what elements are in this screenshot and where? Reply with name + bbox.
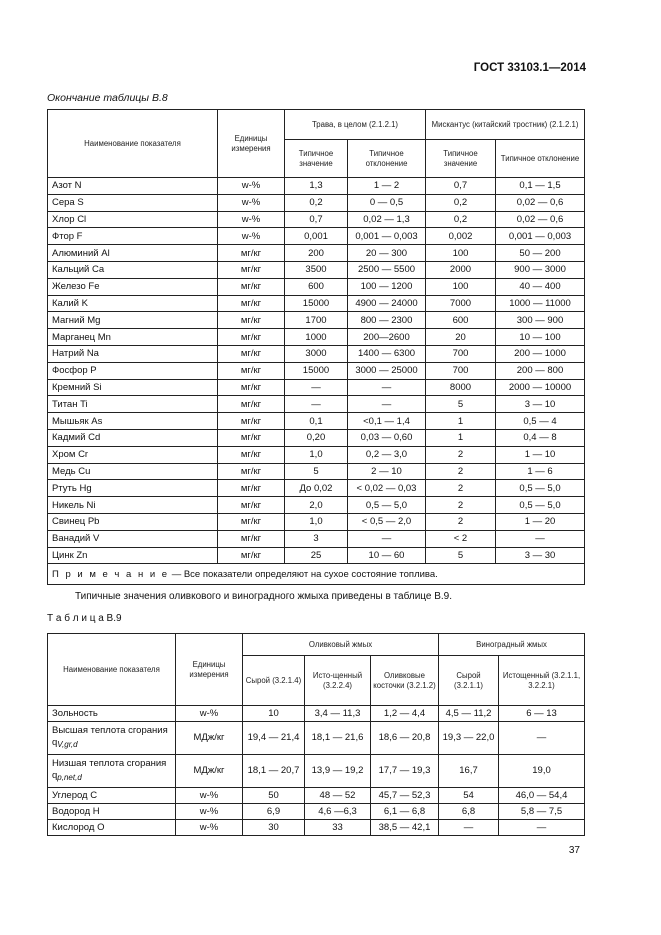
row-name: Мышьяк As — [48, 413, 218, 430]
table-cell: 0,2 — 3,0 — [348, 446, 426, 463]
table-cell: 0,03 — 0,60 — [348, 429, 426, 446]
row-name: Никель Ni — [48, 497, 218, 514]
row-name — [48, 755, 176, 788]
table-cell: 900 — 3000 — [496, 261, 585, 278]
table-cell: 1 — 20 — [496, 513, 585, 530]
table-cell: 8000 — [426, 379, 496, 396]
table-cell: 200 — 800 — [496, 362, 585, 379]
paragraph: Типичные значения оливкового и виноградного жмыха приведены в таблице В.9. — [75, 591, 453, 602]
table-cell: мг/кг — [218, 513, 285, 530]
row-name: Фтор F — [48, 228, 218, 245]
table-cell: 5 — [426, 547, 496, 564]
row-name: Железо Fe — [48, 278, 218, 295]
table-cell: 1700 — [285, 312, 348, 329]
table-cell: 6,1 — 6,8 — [371, 804, 439, 820]
table-row — [48, 194, 585, 211]
table-cell: 3000 — [285, 345, 348, 362]
standard-number: ГОСТ 33103.1—2014 — [473, 62, 586, 74]
table-cell: 46,0 — 54,4 — [499, 788, 585, 804]
header-typical-deviation: Типичное отклонение — [496, 140, 585, 178]
page-number: 37 — [568, 845, 580, 856]
row-name-text: Зольность — [52, 707, 98, 719]
table-cell: 48 — 52 — [305, 788, 371, 804]
header-olive-exhausted: Исто-щенный (3.2.2.4) — [305, 656, 371, 706]
table-cell: < 2 — [426, 530, 496, 547]
unit-cell: МДж/кг — [176, 755, 243, 788]
table-cell: мг/кг — [218, 396, 285, 413]
table-cell: 0,5 — 5,0 — [496, 497, 585, 514]
table-cell: 1 — 10 — [496, 446, 585, 463]
row-name: Алюминий Al — [48, 245, 218, 262]
row-name-text: Кислород O — [52, 821, 105, 833]
table-cell: 100 — 1200 — [348, 278, 426, 295]
header-miscanthus: Мискантус (китайский тростник) (2.1.2.1) — [426, 110, 585, 140]
table-cell: 0,4 — 8 — [496, 429, 585, 446]
table-cell: 0,001 — [285, 228, 348, 245]
header-units: Единицы измерения — [176, 634, 243, 706]
table-cell: 1,0 — [285, 513, 348, 530]
table-row — [48, 211, 585, 228]
header-olive-raw: Сырой (3.2.1.4) — [243, 656, 305, 706]
table-b9 — [47, 633, 585, 836]
table-cell: 1400 — 6300 — [348, 345, 426, 362]
table-cell: 0,5 — 4 — [496, 413, 585, 430]
table-cell: 10 — 60 — [348, 547, 426, 564]
table-b8 — [47, 109, 585, 585]
table-cell: 2000 — 10000 — [496, 379, 585, 396]
table-cell: 0,5 — 5,0 — [348, 497, 426, 514]
table-cell: w-% — [218, 194, 285, 211]
table-cell: мг/кг — [218, 362, 285, 379]
table-cell: 2500 — 5500 — [348, 261, 426, 278]
table-cell: 2000 — [426, 261, 496, 278]
table-cell: 1000 — 11000 — [496, 295, 585, 312]
table-cell: 1 — 6 — [496, 463, 585, 480]
table-cell: 700 — [426, 345, 496, 362]
table-cell: — — [348, 396, 426, 413]
row-name-text: Углерод C — [52, 789, 98, 801]
header-typical-value: Типичное значение — [426, 140, 496, 178]
table-row — [48, 446, 585, 463]
table-row — [48, 706, 585, 722]
table-cell: мг/кг — [218, 345, 285, 362]
table-row — [48, 312, 585, 329]
table-cell: 38,5 — 42,1 — [371, 820, 439, 836]
table-cell: 1 — [426, 429, 496, 446]
table-cell: мг/кг — [218, 379, 285, 396]
table-cell: мг/кг — [218, 278, 285, 295]
table-cell: w-% — [218, 211, 285, 228]
table-cell: 3000 — 25000 — [348, 362, 426, 379]
table-cell: — — [439, 820, 499, 836]
table-cell: 100 — [426, 278, 496, 295]
table-cell: 0,2 — [426, 194, 496, 211]
table-cell: < 0,02 — 0,03 — [348, 480, 426, 497]
row-name: Кальций Ca — [48, 261, 218, 278]
row-name-text: Низшая теплота сгорания q — [52, 758, 167, 781]
table-cell: мг/кг — [218, 446, 285, 463]
table-cell: 3,4 — 11,3 — [305, 706, 371, 722]
table-cell: 15000 — [285, 362, 348, 379]
table-cell: 19,3 — 22,0 — [439, 722, 499, 755]
header-typical-deviation: Типичное отклонение — [348, 140, 426, 178]
header-name: Наименование показателя — [48, 634, 176, 706]
row-name: Марганец Mn — [48, 329, 218, 346]
row-name: Свинец Pb — [48, 513, 218, 530]
table-row — [48, 513, 585, 530]
header-units: Единицы измерения — [218, 110, 285, 178]
table-cell: 6,9 — [243, 804, 305, 820]
table-cell: 13,9 — 19,2 — [305, 755, 371, 788]
table-cell: 1,3 — [285, 178, 348, 195]
table-cell: мг/кг — [218, 480, 285, 497]
table-cell: 1,2 — 4,4 — [371, 706, 439, 722]
table-row — [48, 463, 585, 480]
table-cell: 15000 — [285, 295, 348, 312]
row-name: Натрий Na — [48, 345, 218, 362]
table-cell: 50 — 200 — [496, 245, 585, 262]
table-cell: 18,1 — 21,6 — [305, 722, 371, 755]
row-name: Магний Mg — [48, 312, 218, 329]
table-row — [48, 429, 585, 446]
row-name: Фосфор P — [48, 362, 218, 379]
table-b9-caption: Т а б л и ц а В.9 — [47, 613, 122, 624]
table-cell: мг/кг — [218, 329, 285, 346]
table-cell: — — [285, 396, 348, 413]
row-name — [48, 788, 176, 804]
row-name: Ванадий V — [48, 530, 218, 547]
note-label: П р и м е ч а н и е — [52, 568, 170, 580]
table-cell: мг/кг — [218, 530, 285, 547]
header-grape-raw: Сырой (3.2.1.1) — [439, 656, 499, 706]
row-name — [48, 804, 176, 820]
table-row — [48, 345, 585, 362]
unit-cell: w-% — [176, 706, 243, 722]
row-name — [48, 820, 176, 836]
table-cell: 2,0 — [285, 497, 348, 514]
table-cell: 2 — [426, 463, 496, 480]
header-olive-pits: Оливковые косточки (3.2.1.2) — [371, 656, 439, 706]
unit-cell: МДж/кг — [176, 722, 243, 755]
table-cell: 25 — [285, 547, 348, 564]
table-row — [48, 261, 585, 278]
table-cell: — — [348, 379, 426, 396]
table-cell: 19,4 — 21,4 — [243, 722, 305, 755]
table-cell: 0,02 — 1,3 — [348, 211, 426, 228]
table-cell: 0,2 — [426, 211, 496, 228]
note-text: — Все показатели определяют на сухое состояние топлива. — [169, 568, 438, 580]
table-row — [48, 396, 585, 413]
table-cell: 0,001 — 0,003 — [348, 228, 426, 245]
table-cell: 50 — [243, 788, 305, 804]
row-name: Хлор Cl — [48, 211, 218, 228]
table-cell: мг/кг — [218, 261, 285, 278]
table-cell: 0,7 — [285, 211, 348, 228]
row-name: Сера S — [48, 194, 218, 211]
table-cell: 4,6 —6,3 — [305, 804, 371, 820]
header-olive: Оливковый жмых — [243, 634, 439, 656]
table-cell: 16,7 — [439, 755, 499, 788]
table-cell: 4900 — 24000 — [348, 295, 426, 312]
table-cell: 10 — [243, 706, 305, 722]
table-row — [48, 295, 585, 312]
table-cell: 6 — 13 — [499, 706, 585, 722]
table-cell: 0,7 — [426, 178, 496, 195]
row-name-subscript: p,net,d — [57, 773, 82, 782]
table-cell: 0,02 — 0,6 — [496, 194, 585, 211]
table-cell: 5 — [426, 396, 496, 413]
table-row — [48, 178, 585, 195]
table-cell: 5,8 — 7,5 — [499, 804, 585, 820]
table-row — [48, 788, 585, 804]
table-cell: 700 — [426, 362, 496, 379]
table-cell: 100 — [426, 245, 496, 262]
row-name: Хром Cr — [48, 446, 218, 463]
table-cell: 5 — [285, 463, 348, 480]
row-name: Титан Ti — [48, 396, 218, 413]
table-cell: 18,6 — 20,8 — [371, 722, 439, 755]
table-cell: 200 — 1000 — [496, 345, 585, 362]
table-cell: — — [348, 530, 426, 547]
table-cell: 3 — 10 — [496, 396, 585, 413]
header-name: Наименование показателя — [48, 110, 218, 178]
table-cell: < 0,5 — 2,0 — [348, 513, 426, 530]
row-name-subscript: V,gr,d — [57, 740, 78, 749]
table-cell: — — [496, 530, 585, 547]
row-name: Кадмий Cd — [48, 429, 218, 446]
table-cell: 1,0 — [285, 446, 348, 463]
table-cell: 0,001 — 0,003 — [496, 228, 585, 245]
table-note — [48, 564, 585, 585]
table-cell: 1000 — [285, 329, 348, 346]
table-cell: 4,5 — 11,2 — [439, 706, 499, 722]
table-cell: w-% — [218, 178, 285, 195]
table-cell: 1 — 2 — [348, 178, 426, 195]
table-cell: 33 — [305, 820, 371, 836]
table-cell: мг/кг — [218, 245, 285, 262]
table-cell: 800 — 2300 — [348, 312, 426, 329]
table-cell: 20 — 300 — [348, 245, 426, 262]
table-cell: 40 — 400 — [496, 278, 585, 295]
table-cell: 2 — [426, 480, 496, 497]
table-row — [48, 245, 585, 262]
table-cell: 0,2 — [285, 194, 348, 211]
table-row — [48, 362, 585, 379]
row-name: Кремний Si — [48, 379, 218, 396]
table-row — [48, 755, 585, 788]
table-row — [48, 480, 585, 497]
unit-cell: w-% — [176, 820, 243, 836]
table-cell: 17,7 — 19,3 — [371, 755, 439, 788]
table-row — [48, 379, 585, 396]
header-grape: Виноградный жмых — [439, 634, 585, 656]
table-row — [48, 497, 585, 514]
table-cell: 1 — [426, 413, 496, 430]
table-cell: 19,0 — [499, 755, 585, 788]
table-cell: — — [499, 820, 585, 836]
table-cell: — — [499, 722, 585, 755]
table-cell: 0,02 — 0,6 — [496, 211, 585, 228]
table-cell: 0,1 — [285, 413, 348, 430]
table-cell: <0,1 — 1,4 — [348, 413, 426, 430]
table-cell: мг/кг — [218, 295, 285, 312]
table-cell: мг/кг — [218, 463, 285, 480]
row-name: Азот N — [48, 178, 218, 195]
table-cell: 45,7 — 52,3 — [371, 788, 439, 804]
table-cell: w-% — [218, 228, 285, 245]
table-cell: 10 — 100 — [496, 329, 585, 346]
table-cell: мг/кг — [218, 429, 285, 446]
table-cell: 300 — 900 — [496, 312, 585, 329]
table-row — [48, 722, 585, 755]
row-name: Цинк Zn — [48, 547, 218, 564]
table-cell: 3 — [285, 530, 348, 547]
table-row — [48, 228, 585, 245]
table-row — [48, 329, 585, 346]
table-cell: 200 — [285, 245, 348, 262]
table-cell: До 0,02 — [285, 480, 348, 497]
unit-cell: w-% — [176, 788, 243, 804]
table-cell: 2 — 10 — [348, 463, 426, 480]
table-row — [48, 278, 585, 295]
table-cell: 0,1 — 1,5 — [496, 178, 585, 195]
table-cell: 6,8 — [439, 804, 499, 820]
table-cell: 600 — [426, 312, 496, 329]
row-name: Медь Cu — [48, 463, 218, 480]
table-row — [48, 547, 585, 564]
table-cell: мг/кг — [218, 413, 285, 430]
table-row — [48, 820, 585, 836]
table-cell: мг/кг — [218, 547, 285, 564]
table-cell: 0 — 0,5 — [348, 194, 426, 211]
unit-cell: w-% — [176, 804, 243, 820]
table-row — [48, 413, 585, 430]
table-cell: мг/кг — [218, 312, 285, 329]
table-cell: 0,5 — 5,0 — [496, 480, 585, 497]
table-cell: 0,20 — [285, 429, 348, 446]
table-cell: мг/кг — [218, 497, 285, 514]
table-row — [48, 804, 585, 820]
table-cell: — — [285, 379, 348, 396]
header-grape-exhausted: Истощенный (3.2.1.1, 3.2.2.1) — [499, 656, 585, 706]
table-cell: 0,002 — [426, 228, 496, 245]
row-name: Калий K — [48, 295, 218, 312]
table-cell: 7000 — [426, 295, 496, 312]
table-cell: 600 — [285, 278, 348, 295]
table-cell: 3 — 30 — [496, 547, 585, 564]
table-cell: 20 — [426, 329, 496, 346]
row-name: Ртуть Hg — [48, 480, 218, 497]
table-row — [48, 530, 585, 547]
table-cell: 2 — [426, 497, 496, 514]
header-grass: Трава, в целом (2.1.2.1) — [285, 110, 426, 140]
row-name-text: Высшая теплота сгорания q — [52, 725, 168, 748]
row-name — [48, 722, 176, 755]
table-cell: 3500 — [285, 261, 348, 278]
header-typical-value: Типичное значение — [285, 140, 348, 178]
table-cell: 200—2600 — [348, 329, 426, 346]
table-cell: 2 — [426, 446, 496, 463]
table-cell: 2 — [426, 513, 496, 530]
row-name — [48, 706, 176, 722]
table-cell: 30 — [243, 820, 305, 836]
table-cell: 54 — [439, 788, 499, 804]
row-name-text: Водород H — [52, 805, 100, 817]
table-b8-caption: Окончание таблицы В.8 — [47, 92, 168, 104]
table-cell: 18,1 — 20,7 — [243, 755, 305, 788]
